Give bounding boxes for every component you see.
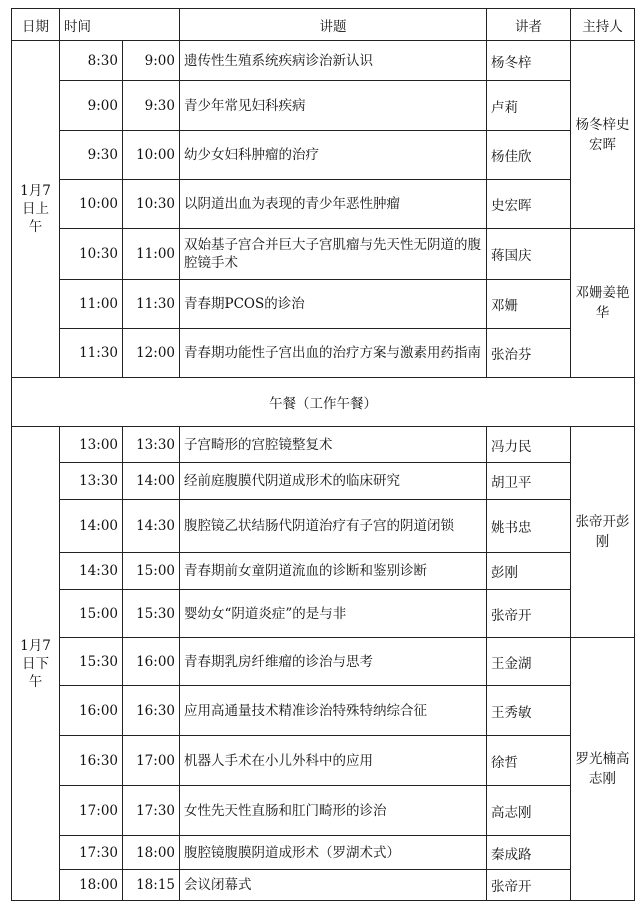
table-row [12,229,635,280]
end-time: 18:00 [123,836,180,870]
topic: 青春期乳房纤维瘤的诊治与思考 [180,638,487,686]
end-time: 14:00 [123,463,180,500]
start-time: 9:30 [60,131,123,180]
afternoon-host-1: 张帝开彭刚 [571,427,635,638]
speaker: 王秀敏 [487,686,571,736]
table-row [12,736,635,786]
morning-date-cell: 1月7日上午 [12,41,60,378]
end-time: 12:00 [123,329,180,378]
end-time: 10:30 [123,180,180,229]
start-time: 15:30 [60,638,123,686]
table-row [12,686,635,736]
lunch-row [12,378,635,427]
speaker: 冯力民 [487,427,571,463]
speaker: 姚书忠 [487,500,571,553]
header-host: 主持人 [571,9,635,41]
end-time: 10:00 [123,131,180,180]
schedule-table [11,8,635,901]
morning-host-1: 杨冬梓史宏晖 [571,41,635,229]
speaker: 杨佳欣 [487,131,571,180]
topic: 女性先天性直肠和肛门畸形的诊治 [180,786,487,836]
start-time: 11:00 [60,280,123,329]
start-time: 18:00 [60,870,123,901]
table-row [12,836,635,870]
speaker: 王金湖 [487,638,571,686]
speaker: 胡卫平 [487,463,571,500]
afternoon-host-2: 罗光楠高志刚 [571,638,635,901]
header-date: 日期 [12,9,60,41]
topic: 经前庭腹膜代阴道成形术的临床研究 [180,463,487,500]
start-time: 16:30 [60,736,123,786]
speaker: 史宏晖 [487,180,571,229]
table-row [12,463,635,500]
topic: 子宫畸形的宫腔镜整复术 [180,427,487,463]
topic: 婴幼女“阴道炎症”的是与非 [180,590,487,638]
start-time: 17:30 [60,836,123,870]
start-time: 13:30 [60,463,123,500]
start-time: 14:30 [60,553,123,590]
start-time: 9:00 [60,81,123,131]
start-time: 10:00 [60,180,123,229]
table-row [12,870,635,901]
speaker: 蒋国庆 [487,229,571,280]
start-time: 16:00 [60,686,123,736]
topic: 遗传性生殖系统疾病诊治新认识 [180,41,487,81]
speaker: 杨冬梓 [487,41,571,81]
end-time: 13:30 [123,427,180,463]
speaker: 张治芬 [487,329,571,378]
lunch-label: 午餐（工作午餐） [12,378,635,427]
start-time: 13:00 [60,427,123,463]
end-time: 15:00 [123,553,180,590]
topic: 腹腔镜乙状结肠代阴道治疗有子宫的阴道闭锁 [180,500,487,553]
topic: 幼少女妇科肿瘤的治疗 [180,131,487,180]
end-time: 17:00 [123,736,180,786]
start-time: 11:30 [60,329,123,378]
table-row [12,131,635,180]
table-row [12,500,635,553]
end-time: 16:30 [123,686,180,736]
table-row [12,638,635,686]
topic: 腹腔镜腹膜阴道成形术（罗湖术式） [180,836,487,870]
speaker: 彭刚 [487,553,571,590]
topic: 青春期前女童阴道流血的诊断和鉴别诊断 [180,553,487,590]
header-speaker: 讲者 [487,9,571,41]
table-row [12,280,635,329]
speaker: 张帝开 [487,590,571,638]
end-time: 14:30 [123,500,180,553]
start-time: 8:30 [60,41,123,81]
topic: 青春期功能性子宫出血的治疗方案与激素用药指南 [180,329,487,378]
start-time: 10:30 [60,229,123,280]
table-row [12,329,635,378]
header-time: 时间 [60,9,180,41]
speaker: 张帝开 [487,870,571,901]
end-time: 15:30 [123,590,180,638]
table-row [12,41,635,81]
start-time: 17:00 [60,786,123,836]
end-time: 18:15 [123,870,180,901]
table-row [12,427,635,463]
table-row [12,553,635,590]
speaker: 高志刚 [487,786,571,836]
speaker: 邓姗 [487,280,571,329]
topic: 应用高通量技术精准诊治特殊特纳综合征 [180,686,487,736]
table-row [12,180,635,229]
end-time: 17:30 [123,786,180,836]
header-row [12,9,635,41]
end-time: 9:00 [123,41,180,81]
header-topic: 讲题 [180,9,487,41]
start-time: 15:00 [60,590,123,638]
topic: 机器人手术在小儿外科中的应用 [180,736,487,786]
morning-host-2: 邓姗姜艳华 [571,229,635,378]
table-row [12,590,635,638]
speaker: 秦成路 [487,836,571,870]
topic: 会议闭幕式 [180,870,487,901]
table-row [12,81,635,131]
end-time: 11:30 [123,280,180,329]
afternoon-date-cell: 1月7日下午 [12,427,60,901]
topic: 青春期PCOS的诊治 [180,280,487,329]
end-time: 9:30 [123,81,180,131]
topic: 青少年常见妇科疾病 [180,81,487,131]
speaker: 卢莉 [487,81,571,131]
start-time: 14:00 [60,500,123,553]
topic: 以阴道出血为表现的青少年恶性肿瘤 [180,180,487,229]
end-time: 16:00 [123,638,180,686]
end-time: 11:00 [123,229,180,280]
speaker: 徐哲 [487,736,571,786]
topic: 双始基子宫合并巨大子宫肌瘤与先天性无阴道的腹腔镜手术 [180,229,487,280]
table-row [12,786,635,836]
